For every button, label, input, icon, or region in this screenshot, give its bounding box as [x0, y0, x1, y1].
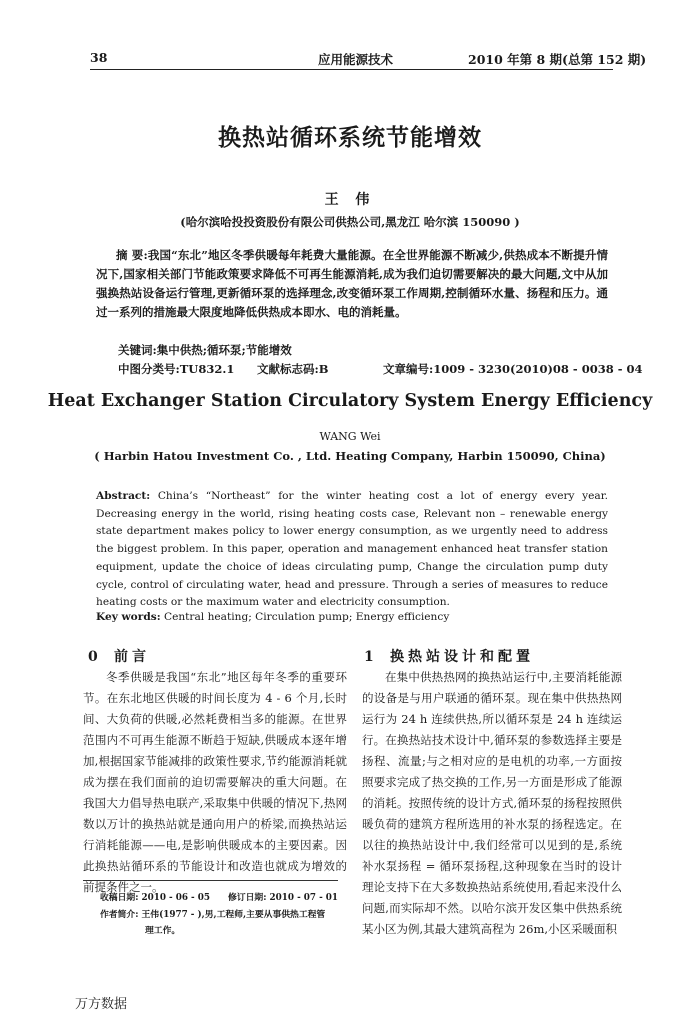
clc-number: 中图分类号:TU832.1	[118, 362, 235, 376]
author-bio-line-1: 作者简介: 王伟(1977 - ),男,工程师,主要从事供热工程管	[100, 910, 326, 920]
received-date-text: 收稿日期: 2010 - 06 - 05	[100, 893, 211, 903]
section-1-body: 在集中供热热网的换热站运行中,主要消耗能源的设备是与用户联通的循环泵。现在集中供热热网运行为 24 h 连续供热,所以循环泵是 24 h 连续运行。在换热站技术设计中,循环泵的参数选择主要是扬程、流量;与之相对应的是电机的功率,一方面按照要求完成了热交换的工作,另一方面是形成了能源的消耗。按照传统的设计方式,循环泵的扬程按照供暖负荷的建筑方程所选用的补水泵的扬程选定。在以往的换热站设计中,我们经常可以见到的是,系统补水泵扬程 = 循环泵扬程,这种现象在当时的设计理论支持下在大多数换热站系统使用,看起来没什么问题,而实际却不然。以哈尔滨开发区集中供热系统某小区为例,其最大建筑高程为 26m,小区采暖面积	[362, 670, 622, 936]
abstract-en-label: Abstract:	[96, 490, 151, 502]
affiliation-en: ( Harbin Hatou Investment Co. , Ltd. Heating Company, Harbin 150090, China)	[94, 449, 606, 463]
journal-name: 应用能源技术	[318, 52, 394, 67]
header-rule	[90, 69, 613, 70]
revised-date-text: 修订日期: 2010 - 07 - 01	[228, 893, 339, 903]
keywords-cn-label: 关键词:	[118, 343, 157, 357]
footnote-rule	[83, 880, 338, 881]
author-en: WANG Wei	[319, 430, 381, 443]
paper-title-cn: 换热站循环系统节能增效	[218, 124, 482, 151]
abstract-en	[96, 488, 608, 612]
section-0-body: 冬季供暖是我国“东北”地区每年冬季的重要环节。在东北地区供暖的时间长度为 4 - 6 个月,长时间、大负荷的供暖,必然耗费相当多的能源。在世界范围内不可再生能源不断趋于短缺,供暖成本逐年增加,根据国家节能减排的政策性要求,节约能源消耗就成为摆在我们面前的迫切需要解决的重大问题。在我国大力倡导热电联产,采取集中供暖的情况下,热网数以万计的换热站就是通向用户的桥梁,而换热站运行消耗能源——电,是影响供暖成本的主要因素。因此换热站循环系的节能设计和改造也就成为增效的前提条件之一。	[83, 670, 347, 894]
section-1-title: 换热站设计和配置	[390, 649, 534, 665]
author-bio-line-2: 理工作。	[145, 926, 181, 936]
section-0-title: 前言	[114, 649, 150, 665]
issue-info: 2010 年第 8 期(总第 152 期)	[468, 52, 647, 67]
paper-title-en: Heat Exchanger Station Circulatory System Energy Efficiency	[47, 391, 653, 411]
section-0-heading	[88, 646, 150, 666]
author-cn: 王 伟	[324, 192, 376, 208]
affiliation-cn: (哈尔滨哈投投资股份有限公司供热公司,黑龙江 哈尔滨 150090 )	[180, 215, 520, 229]
abstract-en-text: China’s “Northeast” for the winter heating cost a lot of energy every year. Decreasing energy in the world, rising heating costs case, Relevant non – renewable energy state department makes policy to lower energy consumption, as we urgently need to address the biggest problem. In this paper, operation and management enhanced heat transfer station equipment, update the choice of ideas circulating pump, Change the circulation pump duty cycle, control of circulating water, head and pressure. Through a series of measures to reduce heating costs or the maximum water and electricity consumption.	[96, 490, 608, 609]
keywords-en-label: Key words:	[96, 611, 161, 623]
section-1-number: 1	[364, 649, 374, 665]
received-date	[100, 890, 338, 903]
wanfang-watermark: 万方数据	[75, 997, 128, 1012]
section-1-heading	[364, 646, 534, 666]
keywords-en	[96, 611, 449, 623]
keywords-en-text: Central heating; Circulation pump; Energy efficiency	[160, 611, 450, 623]
document-code: 文献标志码:B	[257, 362, 329, 376]
keywords-cn	[118, 342, 292, 358]
abstract-cn-text: 我国“东北”地区冬季供暖每年耗费大量能源。在全世界能源不断减少,供热成本不断提升情况下,国家相关部门节能政策要求降低不可再生能源消耗,成为我们迫切需要解决的最大问题,文中从加强换热站设备运行管理,更新循环泵的选择理念,改变循环泵工作周期,控制循环水量、扬程和压力。通过一系列的措施最大限度地降低供热成本即水、电的消耗量。	[96, 248, 609, 319]
article-number: 文章编号:1009 - 3230(2010)08 - 0038 - 04	[383, 362, 643, 376]
abstract-cn	[96, 246, 608, 322]
keywords-cn-text: 集中供热;循环泵;节能增效	[156, 343, 292, 357]
abstract-cn-label: 摘 要:	[116, 248, 148, 262]
page-number: 38	[90, 50, 108, 65]
section-0-number: 0	[88, 649, 98, 665]
